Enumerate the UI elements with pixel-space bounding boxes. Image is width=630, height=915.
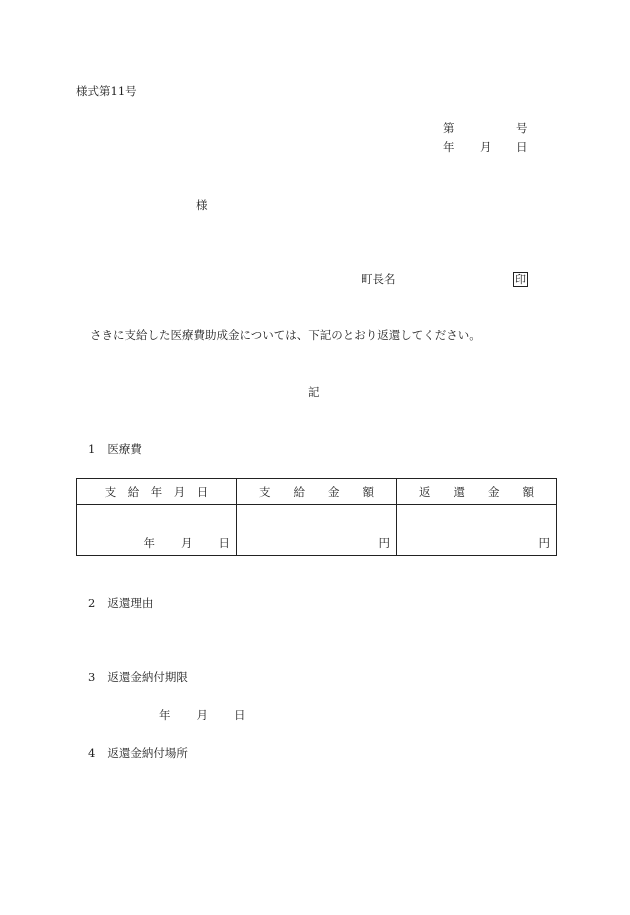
- payment-date-day: 日: [218, 536, 230, 550]
- seal-mark: 印: [515, 273, 526, 286]
- section3-title: 返還金納付期限: [107, 670, 188, 684]
- section4-number: 4: [88, 746, 96, 760]
- section1-heading: [88, 444, 142, 456]
- table-row: [77, 505, 557, 556]
- payment-date-month: 月: [181, 536, 193, 550]
- payment-date-cell[interactable]: [77, 505, 237, 556]
- issue-date-day: 日: [516, 140, 528, 154]
- deadline-year: 年: [159, 708, 171, 722]
- issue-date-month: 月: [480, 140, 492, 154]
- section1-title: 医療費: [107, 442, 142, 456]
- section3-number: 3: [88, 670, 96, 684]
- table-header-row: [77, 479, 557, 505]
- header-payment-date: 支 給 年 月 日: [77, 479, 237, 505]
- issue-date-year: 年: [443, 140, 455, 154]
- payment-date-year: 年: [143, 536, 155, 550]
- section3-heading: [88, 672, 188, 684]
- deadline-day: 日: [234, 708, 246, 722]
- medical-fee-table: [76, 478, 557, 556]
- body-text: さきに支給した医療費助成金については、下記のとおり返還してください。: [90, 328, 481, 342]
- deadline-date: [159, 710, 246, 722]
- section2-number: 2: [88, 596, 96, 610]
- paid-amount-unit: 円: [378, 536, 390, 550]
- section2-heading: [88, 598, 153, 610]
- form-number: 様式第11号: [76, 84, 137, 98]
- section4-title: 返還金納付場所: [107, 746, 188, 760]
- ki-heading: 記: [308, 385, 320, 399]
- document-number-suffix: 号: [516, 121, 528, 135]
- mayor-label: 町長名: [361, 272, 396, 286]
- header-return-amount: 返 還 金 額: [397, 479, 557, 505]
- section1-number: 1: [88, 442, 96, 456]
- section4-heading: [88, 748, 188, 760]
- section2-title: 返還理由: [107, 596, 154, 610]
- return-amount-cell[interactable]: [397, 505, 557, 556]
- return-amount-unit: 円: [538, 536, 550, 550]
- header-paid-amount: 支 給 金 額: [237, 479, 397, 505]
- document-number-prefix: 第: [443, 121, 455, 135]
- paid-amount-cell[interactable]: [237, 505, 397, 556]
- deadline-month: 月: [196, 708, 208, 722]
- addressee-honorific: 様: [196, 198, 208, 212]
